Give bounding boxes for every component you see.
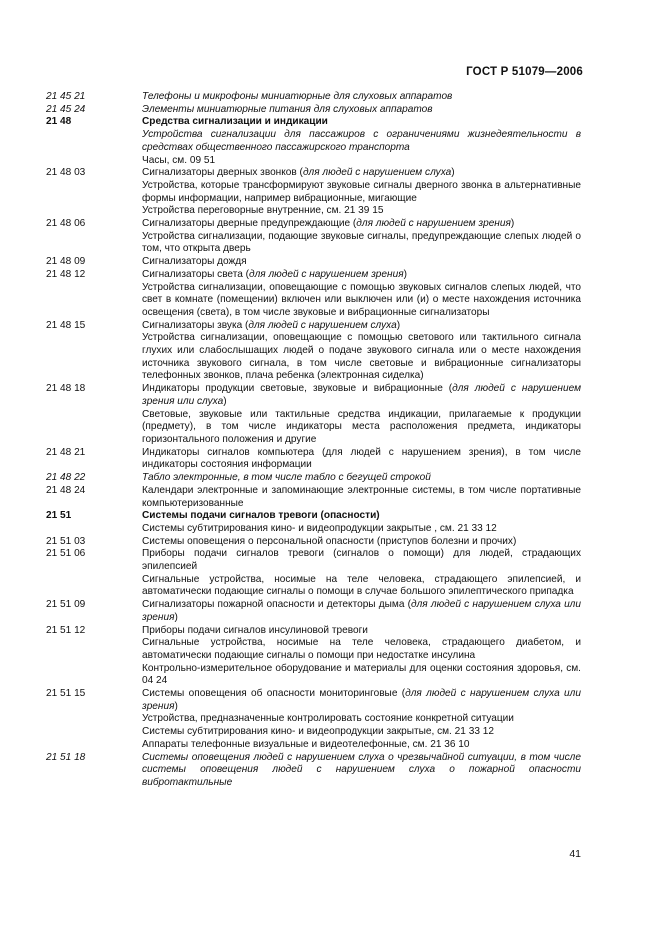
entry-text-end: ) — [174, 611, 178, 623]
entry-code: 21 48 — [46, 116, 72, 128]
entry-code: 21 51 18 — [46, 751, 86, 763]
entry-text — [142, 320, 581, 333]
entry-text — [142, 599, 581, 624]
entry-row — [46, 739, 581, 752]
entry-text — [142, 688, 581, 713]
entry-row — [46, 167, 581, 180]
entry-text-end: ) — [451, 167, 455, 179]
entry-code — [46, 155, 142, 168]
entry-code — [46, 282, 142, 320]
entry-code — [46, 713, 142, 726]
entry-text — [142, 447, 581, 472]
entry-code: 21 48 18 — [46, 383, 86, 395]
entry-text-main: Сигнализаторы пожарной опасности и детекторы дыма ( — [142, 599, 412, 611]
entry-row — [46, 104, 581, 117]
entry-row — [46, 332, 581, 383]
entry-row — [46, 320, 581, 333]
entry-row — [46, 282, 581, 320]
entry-text-qualifier: для людей с нарушением слуха или зрения — [142, 599, 581, 623]
entry-text — [142, 485, 581, 510]
entry-text-main: Элементы миниатюрные питания для слуховых аппаратов — [142, 103, 433, 115]
entry-text-end: ) — [174, 700, 178, 712]
entry-code — [46, 332, 142, 383]
entry-text — [142, 91, 581, 104]
entry-code: 21 51 03 — [46, 535, 86, 547]
entry-row — [46, 663, 581, 688]
entry-text-qualifier: для людей с нарушением зрения или слуха — [142, 383, 581, 407]
entry-row — [46, 625, 581, 638]
classification-list — [46, 91, 581, 790]
entry-text-main: Приборы подачи сигналов инсулиновой тревоги — [142, 624, 368, 636]
entry-text-qualifier: для людей с нарушением слуха — [302, 167, 452, 179]
entry-text-main: Устройства сигнализации, оповещающие с помощью светового или тактильного сигнала глухих или слабослышащих людей о подаче звукового сигнала или о месте нахождения источника звукового сигнала, в том числе световые и вибрационные сигнализаторы телефонных звонков, плача ребенка (электронная сиделка) — [142, 332, 581, 382]
entry-text — [142, 231, 581, 256]
entry-code: 21 51 12 — [46, 624, 86, 636]
entry-text — [142, 256, 581, 269]
entry-row — [46, 218, 581, 231]
entry-row — [46, 447, 581, 472]
entry-code: 21 48 15 — [46, 319, 86, 331]
entry-row — [46, 523, 581, 536]
entry-text-main: Сигнальные устройства, носимые на теле человека, страдающего диабетом, и автоматически подающие сигналы о помощи при недостатке инсулина — [142, 637, 581, 661]
entry-text — [142, 104, 581, 117]
entry-row — [46, 269, 581, 282]
entry-text-main: Устройства переговорные внутренние, см. 21 39 15 — [142, 205, 384, 217]
entry-row — [46, 91, 581, 104]
entry-row — [46, 155, 581, 168]
entry-text-main: Сигнальные устройства, носимые на теле человека, страдающего эпилепсией, и автоматически подающие сигналы о помощи в случае большого эпилептического припадка — [142, 573, 581, 598]
entry-text — [142, 282, 581, 320]
entry-text-main: Телефоны и микрофоны миниатюрные для слуховых аппаратов — [142, 91, 453, 102]
entry-text-main: Световые, звуковые или тактильные средства индикации, прилагаемые к продукции (предмету), в том числе индикаторы места расположения предмета, индикаторы горизонтального положения и другие — [142, 408, 581, 445]
entry-text — [142, 510, 581, 523]
entry-text-qualifier: для людей с нарушением слуха — [248, 319, 397, 331]
entry-code: 21 51 06 — [46, 548, 86, 560]
entry-text — [142, 663, 581, 688]
entry-text-end: ) — [510, 218, 515, 230]
entry-row — [46, 472, 581, 485]
entry-code — [46, 574, 142, 599]
entry-text-main: Индикаторы продукции световые, звуковые и вибрационные ( — [142, 383, 453, 395]
entry-code — [46, 205, 142, 218]
entry-text-main: Устройства, предназначенные контролировать состояние конкретной ситуации — [142, 713, 514, 725]
entry-code: 21 48 09 — [46, 256, 86, 268]
entry-text — [142, 625, 581, 638]
entry-row — [46, 599, 581, 624]
entry-code — [46, 663, 142, 688]
entry-text-main: Устройства сигнализации для пассажиров с ограничениями жизнедеятельности в средствах общественного пассажирского транспорта — [142, 129, 581, 153]
entry-row — [46, 574, 581, 599]
entry-code: 21 45 21 — [46, 91, 86, 102]
entry-text-main: Системы субтитрирования кино- и видеопродукции закрытые , см. 21 33 12 — [142, 522, 497, 534]
entry-code — [46, 409, 142, 447]
document-header: ГОСТ Р 51079—2006 — [466, 66, 583, 78]
entry-code — [46, 129, 142, 154]
entry-code — [46, 231, 142, 256]
entry-text-end: ) — [396, 319, 401, 331]
entry-row — [46, 688, 581, 713]
entry-text-main: Системы оповещения об опасности мониторинговые ( — [142, 688, 406, 700]
entry-code: 21 48 03 — [46, 167, 86, 179]
entry-text — [142, 752, 581, 790]
entry-text — [142, 332, 581, 383]
entry-text-main: Сигнализаторы дверные предупреждающие ( — [142, 218, 357, 230]
entry-row — [46, 485, 581, 510]
entry-text-main: Сигнализаторы звука ( — [142, 319, 249, 331]
entry-code: 21 51 — [46, 510, 72, 522]
entry-text-qualifier: для людей с нарушением слуха или зрения — [142, 688, 581, 712]
entry-code — [46, 523, 142, 536]
entry-text-main: Часы, см. 09 51 — [142, 154, 216, 166]
entry-row — [46, 409, 581, 447]
entry-row — [46, 383, 581, 408]
entry-text — [142, 218, 581, 231]
entry-text-main: Системы оповещения о персональной опасности (приступов болезни и прочих) — [142, 535, 517, 547]
entry-row — [46, 510, 581, 523]
entry-text-main: Системы субтитрирования кино- и видеопродукции закрытые, см. 21 33 12 — [142, 726, 494, 738]
entry-text-main: Сигнализаторы дверных звонков ( — [142, 167, 303, 179]
entry-row — [46, 205, 581, 218]
entry-text-end: ) — [403, 268, 407, 280]
entry-code: 21 48 24 — [46, 484, 86, 496]
entry-text — [142, 409, 581, 447]
entry-text-main: Устройства сигнализации, оповещающие с помощью звуковых сигналов слепых людей, что свет в комнате (помещении) включен или выключен или (и) о месте нахождения источника освещения (света), в том числе звуковые и вибрационные сигнализаторы — [142, 281, 581, 318]
entry-text — [142, 129, 581, 154]
entry-text-main: Контрольно-измерительное оборудование и материалы для оценки состояния здоровья, см. 04 24 — [142, 662, 581, 687]
entry-text-main: Календари электронные и запоминающие электронные системы, в том числе портативные компьютеризованные — [142, 484, 581, 509]
entry-code: 21 48 06 — [46, 218, 86, 230]
entry-text-main: Табло электронные, в том числе табло с бегущей строкой — [142, 472, 431, 484]
entry-row — [46, 116, 581, 129]
entry-row — [46, 129, 581, 154]
entry-text-main: Средства сигнализации и индикации — [142, 116, 328, 128]
entry-text — [142, 472, 581, 485]
entry-text-qualifier: для людей с нарушением зрения — [249, 268, 404, 280]
entry-code: 21 48 21 — [46, 446, 86, 458]
entry-text — [142, 383, 581, 408]
entry-text-qualifier: для людей с нарушением зрения — [356, 218, 511, 230]
entry-code: 21 45 24 — [46, 103, 86, 115]
entry-text — [142, 523, 581, 536]
entry-row — [46, 231, 581, 256]
entry-row — [46, 637, 581, 662]
entry-row — [46, 536, 581, 549]
entry-text-main: Системы оповещения людей с нарушением слуха о чрезвычайной ситуации, в том числе системы оповещения людей с нарушением слуха о пожарной опасности вибротактильные — [142, 751, 581, 788]
entry-row — [46, 726, 581, 739]
entry-row — [46, 752, 581, 790]
entry-text-main: Приборы подачи сигналов тревоги (сигналов о помощи) для людей, страдающих эпилепсией — [142, 548, 581, 573]
entry-row — [46, 180, 581, 205]
entry-text — [142, 726, 581, 739]
entry-text — [142, 637, 581, 662]
entry-row — [46, 548, 581, 573]
entry-text-main: Аппараты телефонные визуальные и видеотелефонные, см. 21 36 10 — [142, 738, 470, 750]
entry-code — [46, 637, 142, 662]
entry-text-end: ) — [223, 395, 227, 407]
entry-code — [46, 739, 142, 752]
entry-code — [46, 180, 142, 205]
entry-text — [142, 739, 581, 752]
page-number: 41 — [569, 848, 581, 860]
entry-code: 21 51 15 — [46, 688, 86, 700]
entry-text — [142, 167, 581, 180]
entry-text — [142, 116, 581, 129]
entry-text-main: Устройства сигнализации, подающие звуковые сигналы, предупреждающие слепых людей о том, что открыта дверь — [142, 230, 581, 255]
entry-code — [46, 726, 142, 739]
entry-text — [142, 155, 581, 168]
entry-text — [142, 713, 581, 726]
entry-text — [142, 548, 581, 573]
entry-text — [142, 205, 581, 218]
entry-text-main: Сигнализаторы света ( — [142, 268, 250, 280]
entry-row — [46, 256, 581, 269]
entry-text — [142, 180, 581, 205]
entry-code: 21 48 12 — [46, 268, 86, 280]
entry-text-main: Системы подачи сигналов тревоги (опасности) — [142, 510, 380, 522]
entry-text-main: Сигнализаторы дождя — [142, 256, 247, 268]
entry-text — [142, 536, 581, 549]
entry-code: 21 48 22 — [46, 472, 86, 484]
entry-row — [46, 713, 581, 726]
entry-text — [142, 269, 581, 282]
entry-text — [142, 574, 581, 599]
entry-code: 21 51 09 — [46, 599, 86, 611]
entry-text-main: Устройства, которые трансформируют звуковые сигналы дверного звонка в альтернативные формы информации, например вибрационные, мигающие — [142, 179, 581, 204]
entry-text-main: Индикаторы сигналов компьютера (для людей с нарушением зрения), в том числе индикаторы состояния информации — [142, 446, 581, 471]
